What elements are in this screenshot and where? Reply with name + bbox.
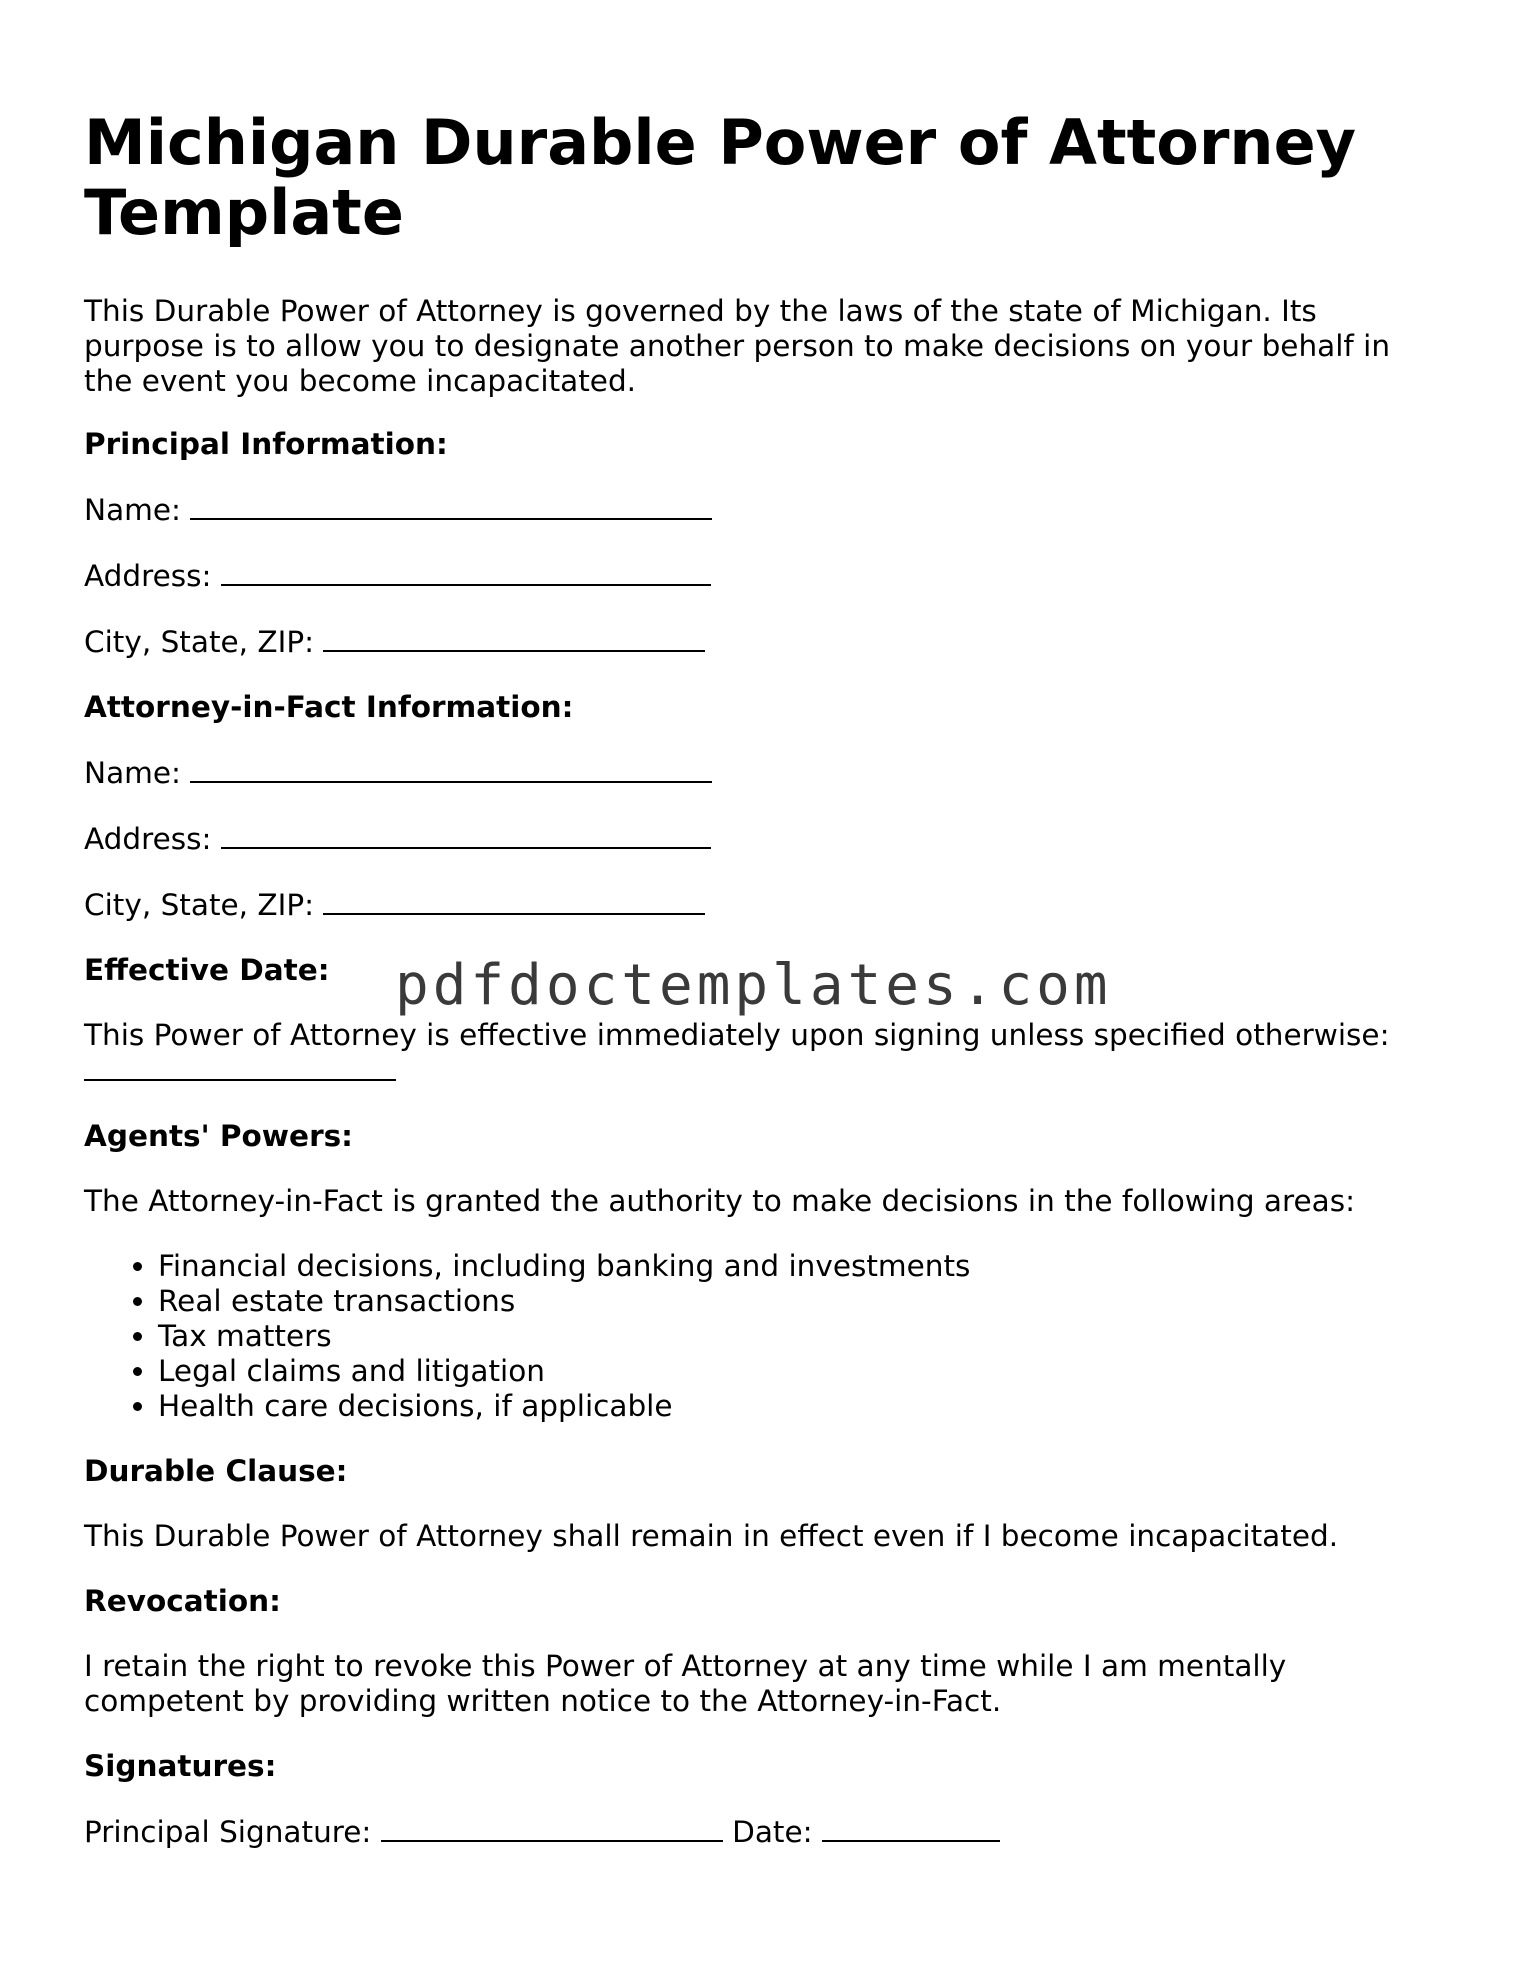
signature-date-line[interactable] [822,1814,1000,1842]
signature-date-label: Date: [732,1815,813,1849]
attorney-address-line[interactable] [221,821,711,849]
principal-city-label: City, State, ZIP: [84,625,315,659]
principal-address-line[interactable] [221,558,711,586]
effective-text [84,1018,1444,1089]
revocation-heading: Revocation: [84,1584,281,1618]
attorney-city-line[interactable] [323,887,705,915]
attorney-city-label: City, State, ZIP: [84,888,315,922]
durable-heading: Durable Clause: [84,1454,348,1488]
attorney-name-field[interactable] [84,755,1444,791]
revocation-text: I retain the right to revoke this Power of Attorney at any time while I am mentally competent by providing written notice to the Attorney-in-Fact. [84,1649,1287,1718]
attorney-city-field[interactable] [84,887,1444,923]
effective-date-line[interactable] [84,1053,396,1081]
attorney-address-field[interactable] [84,821,1444,857]
principal-signature-label: Principal Signature: [84,1815,372,1849]
intro-paragraph: This Durable Power of Attorney is governed by the laws of the state of Michigan. Its purpose is to allow you to designate another person to make decisions on your behalf in the event you become incapacitated. [84,294,1391,398]
list-item: • Tax matters [158,1319,1444,1354]
watermark: pdfdoctemplates.com [395,953,1112,1018]
page-title: Michigan Durable Power of Attorney Template [84,106,1357,249]
list-item: • Financial decisions, including banking and investments [158,1249,1444,1284]
attorney-name-line[interactable] [190,755,712,783]
signatures-heading: Signatures: [84,1749,277,1783]
principal-name-label: Name: [84,493,181,527]
principal-name-field[interactable] [84,492,1444,528]
principal-address-field[interactable] [84,558,1444,594]
principal-name-line[interactable] [190,492,712,520]
principal-signature-line[interactable] [381,1814,723,1842]
principal-signature-field[interactable] [84,1814,1444,1850]
list-item: • Health care decisions, if applicable [158,1389,1444,1424]
effective-heading: Effective Date: [84,953,330,987]
durable-text: This Durable Power of Attorney shall remain in effect even if I become incapacitated. [84,1519,1339,1553]
powers-list [84,1249,1444,1424]
attorney-heading: Attorney-in-Fact Information: [84,690,574,724]
principal-address-label: Address: [84,559,212,593]
principal-city-field[interactable] [84,624,1444,660]
principal-city-line[interactable] [323,624,705,652]
attorney-address-label: Address: [84,822,212,856]
powers-heading: Agents' Powers: [84,1119,353,1153]
principal-heading: Principal Information: [84,427,448,461]
attorney-name-label: Name: [84,756,181,790]
effective-sentence: This Power of Attorney is effective immediately upon signing unless specified otherwise: [84,1018,1390,1052]
list-item: • Legal claims and litigation [158,1354,1444,1389]
list-item: • Real estate transactions [158,1284,1444,1319]
powers-text: The Attorney-in-Fact is granted the authority to make decisions in the following areas: [84,1184,1356,1218]
